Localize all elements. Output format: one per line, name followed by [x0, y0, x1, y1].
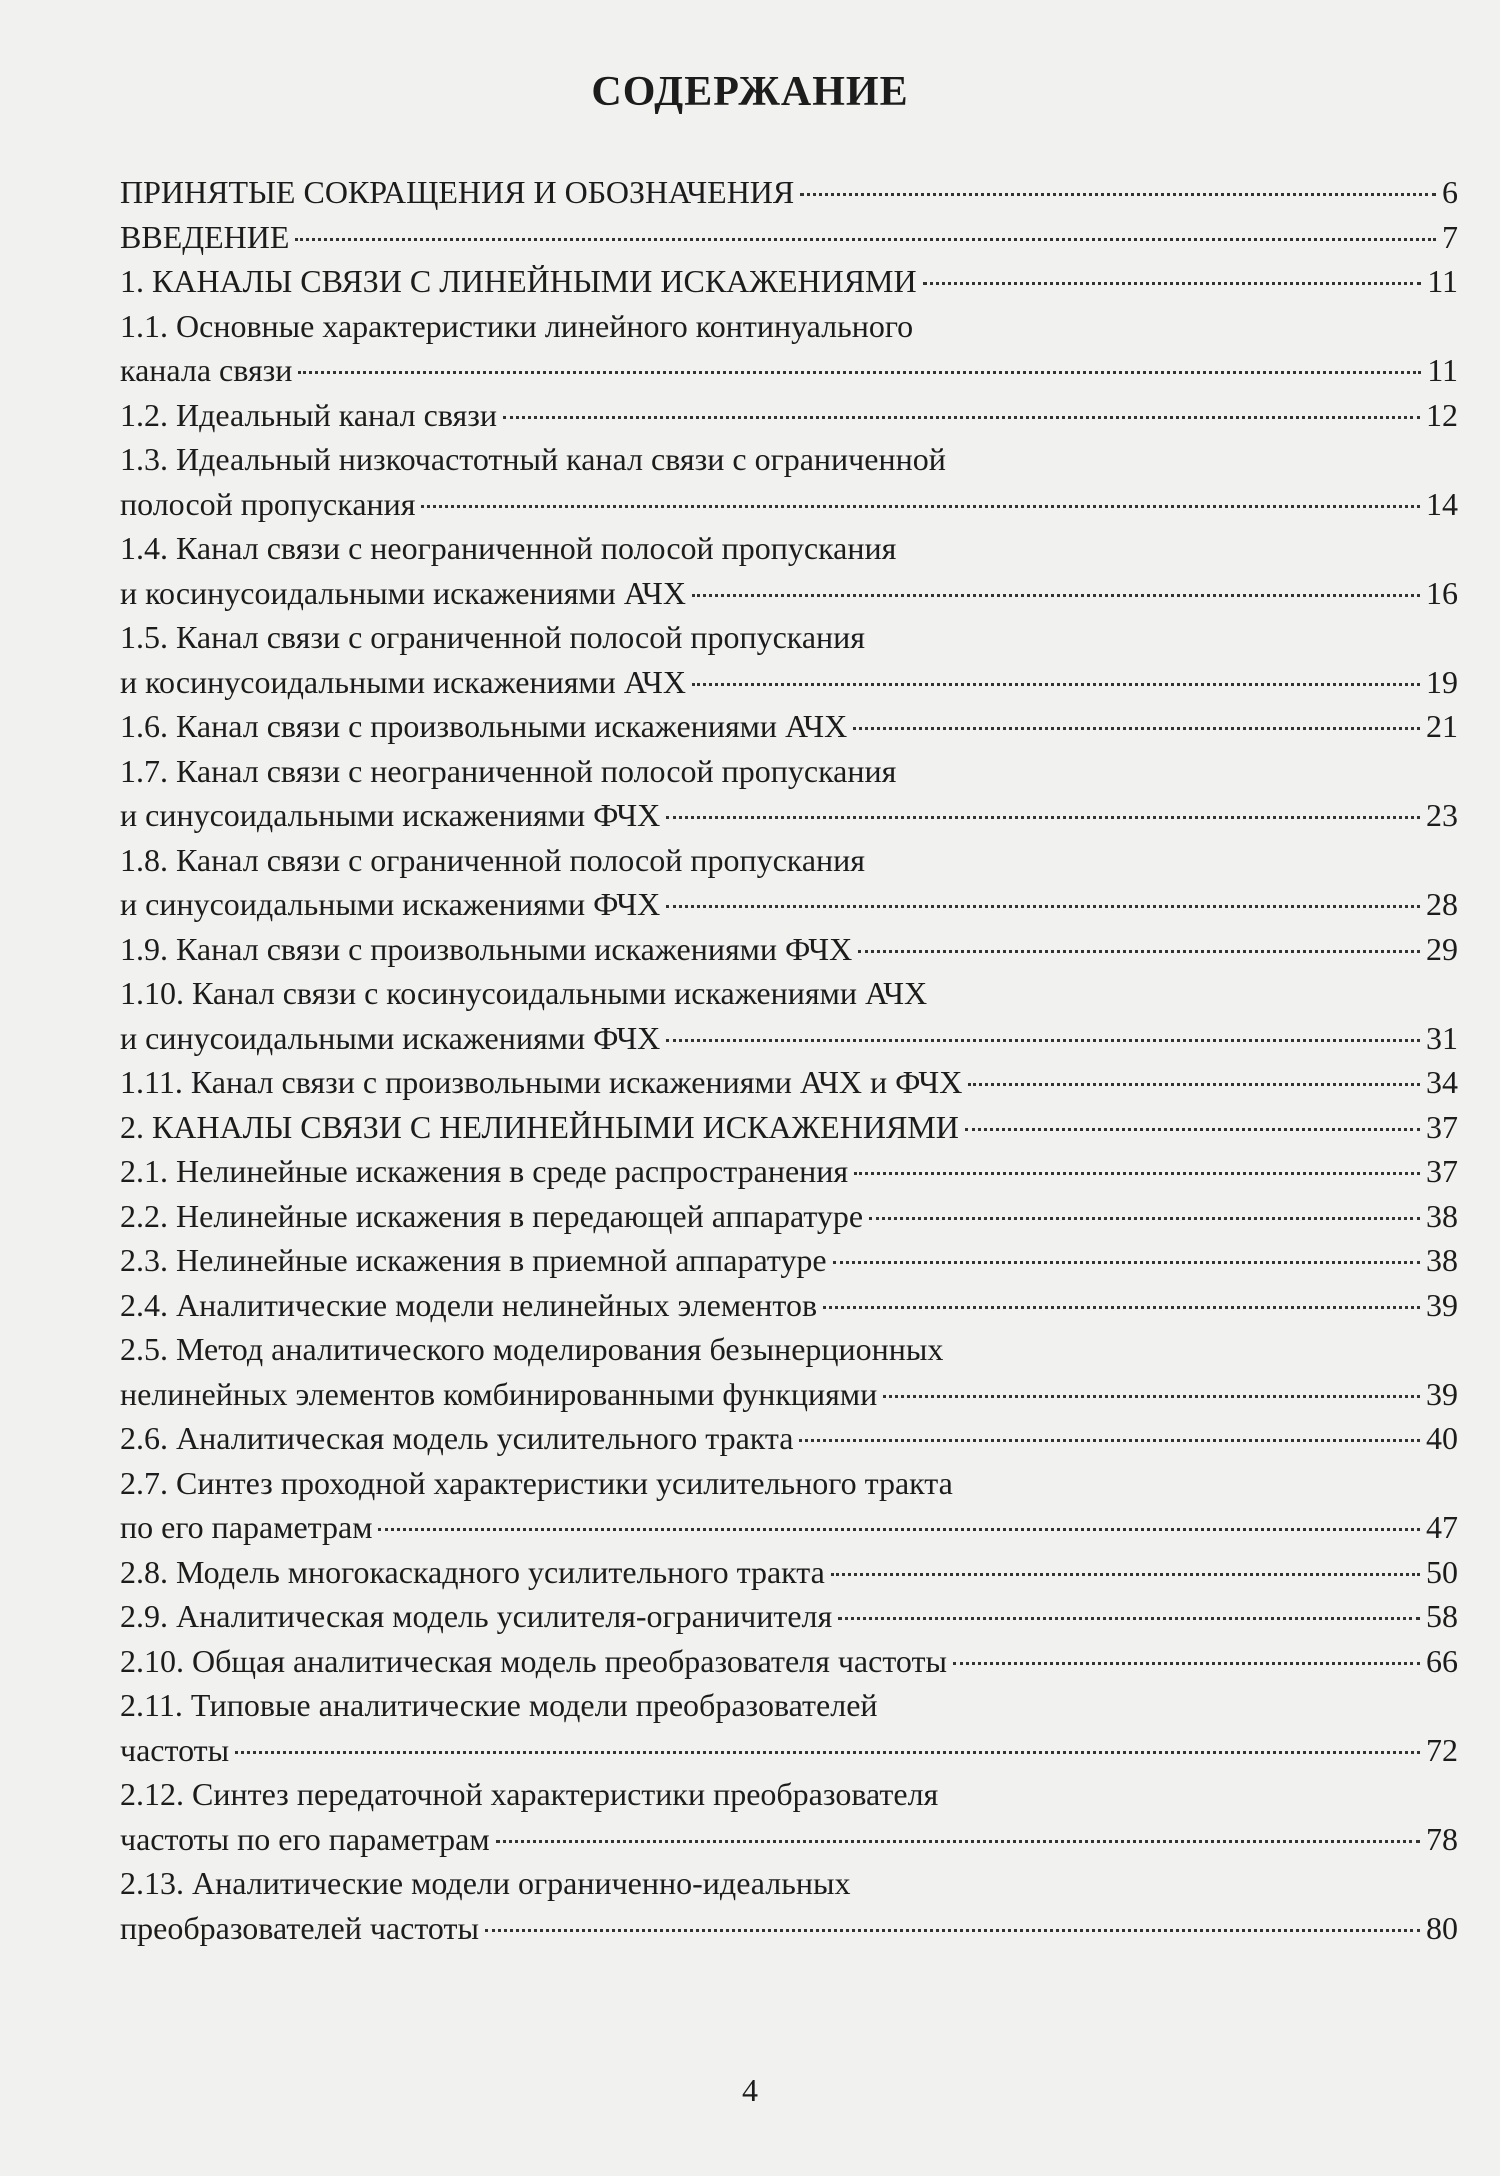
- toc-entry-leader-line: [120, 882, 1458, 927]
- dot-leader: [666, 1039, 1420, 1042]
- dot-leader: [883, 1395, 1420, 1398]
- toc-entry-page: 39: [1426, 1375, 1458, 1412]
- toc-entry: [120, 526, 1458, 615]
- toc-entry-page: 47: [1426, 1509, 1458, 1545]
- toc-entry-page: 66: [1426, 1642, 1458, 1679]
- dot-leader: [692, 594, 1420, 597]
- toc-entry-leader-line: [120, 1105, 1458, 1150]
- toc-entry-title: ВВЕДЕНИЕ: [120, 218, 290, 255]
- dot-leader: [953, 1662, 1420, 1665]
- dot-leader: [838, 1617, 1420, 1620]
- toc-entry: [120, 1772, 1458, 1861]
- toc-entry-title: 2.8. Модель многокаскадного усилительного тракта: [120, 1553, 825, 1590]
- toc-entry-page: 39: [1426, 1286, 1458, 1323]
- toc-entry-page: 37: [1426, 1153, 1458, 1189]
- toc-entry-title: полосой пропускания: [120, 485, 416, 522]
- toc-entry-title: и синусоидальными искажениями ФЧХ: [120, 886, 661, 922]
- toc-entry-leader-line: [120, 660, 1458, 705]
- toc-entry-title: 1. КАНАЛЫ СВЯЗИ С ЛИНЕЙНЫМИ ИСКАЖЕНИЯМИ: [120, 263, 917, 299]
- toc-entry: [120, 749, 1458, 838]
- toc-entry-title: и синусоидальными искажениями ФЧХ: [120, 797, 661, 833]
- dot-leader: [968, 1083, 1420, 1086]
- toc-entry-leader-line: [120, 1149, 1458, 1194]
- dot-leader: [800, 193, 1436, 196]
- dot-leader: [666, 905, 1420, 908]
- toc-entry: [120, 1238, 1458, 1283]
- toc-entry-page: 7: [1442, 218, 1458, 255]
- toc-entry-leader-line: [120, 482, 1458, 527]
- toc-entry-title: 1.8. Канал связи с ограниченной полосой пропускания: [120, 841, 866, 878]
- toc-entry: [120, 304, 1458, 393]
- toc-entry-title: по его параметрам: [120, 1509, 373, 1545]
- toc-entry-title: 2.7. Синтез проходной характеристики усилительного тракта: [120, 1464, 953, 1501]
- toc-entry-page: 78: [1426, 1820, 1458, 1857]
- toc-entry-leader-line: [120, 1728, 1458, 1773]
- toc-entry-page: 21: [1426, 708, 1458, 744]
- toc-entry: [120, 1416, 1458, 1461]
- toc-entry-page: 50: [1426, 1553, 1458, 1590]
- toc-entry: [120, 259, 1458, 304]
- toc-entry-title: и синусоидальными искажениями ФЧХ: [120, 1019, 661, 1056]
- toc-entry-page: 19: [1426, 663, 1458, 700]
- toc-entry-page: 72: [1426, 1731, 1458, 1768]
- dot-leader: [923, 282, 1422, 285]
- toc-entry-title: 2.5. Метод аналитического моделирования безынерционных: [120, 1331, 944, 1367]
- toc-entry: [120, 927, 1458, 972]
- dot-leader: [421, 505, 1420, 508]
- toc-entry: [120, 170, 1458, 215]
- toc-entry-leader-line: [120, 259, 1458, 304]
- toc-entry-leader-line: [120, 1594, 1458, 1639]
- dot-leader: [485, 1929, 1420, 1932]
- toc-entry-title: и косинусоидальными искажениями АЧХ: [120, 663, 686, 700]
- toc-entry-page: 11: [1427, 352, 1458, 388]
- toc-entry-title: 2.11. Типовые аналитические модели преобразователей: [120, 1687, 878, 1723]
- toc-entry-title: 2.4. Аналитические модели нелинейных элементов: [120, 1286, 818, 1323]
- toc-entry-title: 1.4. Канал связи с неограниченной полосой пропускания: [120, 530, 897, 566]
- toc-entry: [120, 393, 1458, 438]
- toc-entry-title: 2.1. Нелинейные искажения в среде распространения: [120, 1153, 849, 1189]
- toc-entry-page: 37: [1426, 1108, 1458, 1145]
- toc-entry-page: 28: [1426, 886, 1458, 922]
- toc-entry-leader-line: [120, 1550, 1458, 1595]
- toc-entry-leader-line: [120, 215, 1458, 260]
- toc-entry-leader-line: [120, 1238, 1458, 1283]
- toc-entry: [120, 1861, 1458, 1950]
- toc-entry-title: 2.3. Нелинейные искажения в приемной аппаратуре: [120, 1242, 827, 1278]
- toc-entry-title: 1.3. Идеальный низкочастотный канал связи с ограниченной: [120, 441, 946, 477]
- toc-entry: [120, 1327, 1458, 1416]
- toc-entry-title: частоты по его параметрам: [120, 1820, 490, 1857]
- toc-entry-title: 1.1. Основные характеристики линейного континуального: [120, 307, 914, 344]
- toc-entry: [120, 1060, 1458, 1105]
- dot-leader: [692, 683, 1420, 686]
- toc-entry-title: 1.5. Канал связи с ограниченной полосой пропускания: [120, 619, 866, 655]
- toc-entry: [120, 704, 1458, 749]
- toc-entry-page: 14: [1426, 485, 1458, 522]
- toc-entry-page: 12: [1426, 396, 1458, 433]
- toc-entry-leader-line: [120, 1639, 1458, 1684]
- toc-entry-title: нелинейных элементов комбинированными функциями: [120, 1375, 878, 1412]
- toc-entry-leader-line: [120, 1060, 1458, 1105]
- toc-entry-leader-line: [120, 704, 1458, 749]
- toc-entry-title: 2. КАНАЛЫ СВЯЗИ С НЕЛИНЕЙНЫМИ ИСКАЖЕНИЯМИ: [120, 1108, 959, 1145]
- toc-entry-leader-line: [120, 1416, 1458, 1461]
- table-of-contents: [120, 170, 1458, 1950]
- dot-leader: [854, 1172, 1420, 1175]
- dot-leader: [799, 1439, 1420, 1442]
- toc-entry-title: 2.10. Общая аналитическая модель преобразователя частоты: [120, 1642, 947, 1679]
- dot-leader: [858, 950, 1420, 953]
- toc-entry-title: 2.6. Аналитическая модель усилительного тракта: [120, 1420, 794, 1456]
- toc-entry: [120, 437, 1458, 526]
- toc-entry: [120, 1639, 1458, 1684]
- toc-entry-page: 40: [1426, 1420, 1458, 1456]
- toc-entry: [120, 1594, 1458, 1639]
- toc-entry-title: 1.9. Канал связи с произвольными искажениями ФЧХ: [120, 930, 853, 967]
- toc-entry-page: 11: [1427, 263, 1458, 299]
- toc-entry-leader-line: [120, 170, 1458, 215]
- toc-entry-leader-line: [120, 348, 1458, 393]
- toc-entry-leader-line: [120, 1906, 1458, 1951]
- dot-leader: [496, 1840, 1420, 1843]
- toc-entry: [120, 1105, 1458, 1150]
- toc-entry: [120, 1550, 1458, 1595]
- dot-leader: [295, 238, 1436, 241]
- dot-leader: [831, 1573, 1420, 1576]
- dot-leader: [869, 1217, 1420, 1220]
- page-number: 4: [742, 2072, 758, 2108]
- toc-entry: [120, 1283, 1458, 1328]
- dot-leader: [833, 1261, 1420, 1264]
- dot-leader: [965, 1128, 1420, 1131]
- toc-entry-leader-line: [120, 1372, 1458, 1417]
- dot-leader: [503, 416, 1420, 419]
- toc-entry-page: 23: [1426, 797, 1458, 833]
- toc-entry-title: частоты: [120, 1731, 230, 1768]
- dot-leader: [823, 1306, 1420, 1309]
- toc-entry: [120, 971, 1458, 1060]
- toc-entry-title: 2.12. Синтез передаточной характеристики преобразователя: [120, 1776, 939, 1812]
- toc-entry-leader-line: [120, 393, 1458, 438]
- toc-entry-leader-line: [120, 1505, 1458, 1550]
- dot-leader: [378, 1528, 1420, 1531]
- toc-entry: [120, 1461, 1458, 1550]
- dot-leader: [666, 816, 1420, 819]
- toc-entry-page: 38: [1426, 1197, 1458, 1234]
- toc-entry-leader-line: [120, 571, 1458, 616]
- toc-entry-page: 80: [1426, 1909, 1458, 1946]
- dot-leader: [235, 1751, 1420, 1754]
- toc-entry-leader-line: [120, 793, 1458, 838]
- toc-entry-title: 2.2. Нелинейные искажения в передающей аппаратуре: [120, 1197, 864, 1234]
- toc-entry-title: 2.9. Аналитическая модель усилителя-ограничителя: [120, 1598, 833, 1634]
- toc-entry-title: и косинусоидальными искажениями АЧХ: [120, 574, 686, 611]
- toc-entry-leader-line: [120, 1016, 1458, 1061]
- toc-entry: [120, 1194, 1458, 1239]
- toc-entry-title: 1.2. Идеальный канал связи: [120, 396, 497, 433]
- toc-entry-page: 38: [1426, 1242, 1458, 1278]
- toc-entry-title: 1.10. Канал связи с косинусоидальными искажениями АЧХ: [120, 975, 928, 1011]
- toc-entry-page: 31: [1426, 1019, 1458, 1056]
- toc-entry-title: 1.7. Канал связи с неограниченной полосой пропускания: [120, 752, 897, 789]
- toc-entry-title: преобразователей частоты: [120, 1909, 479, 1946]
- toc-entry: [120, 615, 1458, 704]
- dot-leader: [853, 727, 1420, 730]
- toc-entry-title: канала связи: [120, 352, 293, 388]
- toc-entry-leader-line: [120, 1817, 1458, 1862]
- toc-entry: [120, 1149, 1458, 1194]
- toc-entry-leader-line: [120, 1283, 1458, 1328]
- toc-entry-page: 58: [1426, 1598, 1458, 1634]
- page-title: СОДЕРЖАНИЕ: [591, 69, 909, 115]
- toc-entry-leader-line: [120, 927, 1458, 972]
- dot-leader: [298, 371, 1421, 374]
- toc-entry: [120, 838, 1458, 927]
- toc-entry-page: 6: [1442, 174, 1458, 210]
- toc-entry-title: ПРИНЯТЫЕ СОКРАЩЕНИЯ И ОБОЗНАЧЕНИЯ: [120, 174, 795, 210]
- toc-entry: [120, 1683, 1458, 1772]
- toc-entry-title: 1.6. Канал связи с произвольными искажениями АЧХ: [120, 708, 848, 744]
- toc-entry-page: 29: [1426, 930, 1458, 967]
- toc-entry-page: 34: [1426, 1064, 1458, 1100]
- toc-entry-title: 1.11. Канал связи с произвольными искажениями АЧХ и ФЧХ: [120, 1064, 963, 1100]
- toc-entry-title: 2.13. Аналитические модели ограниченно-идеальных: [120, 1865, 851, 1901]
- toc-entry-page: 16: [1426, 574, 1458, 611]
- toc-entry: [120, 215, 1458, 260]
- toc-entry-leader-line: [120, 1194, 1458, 1239]
